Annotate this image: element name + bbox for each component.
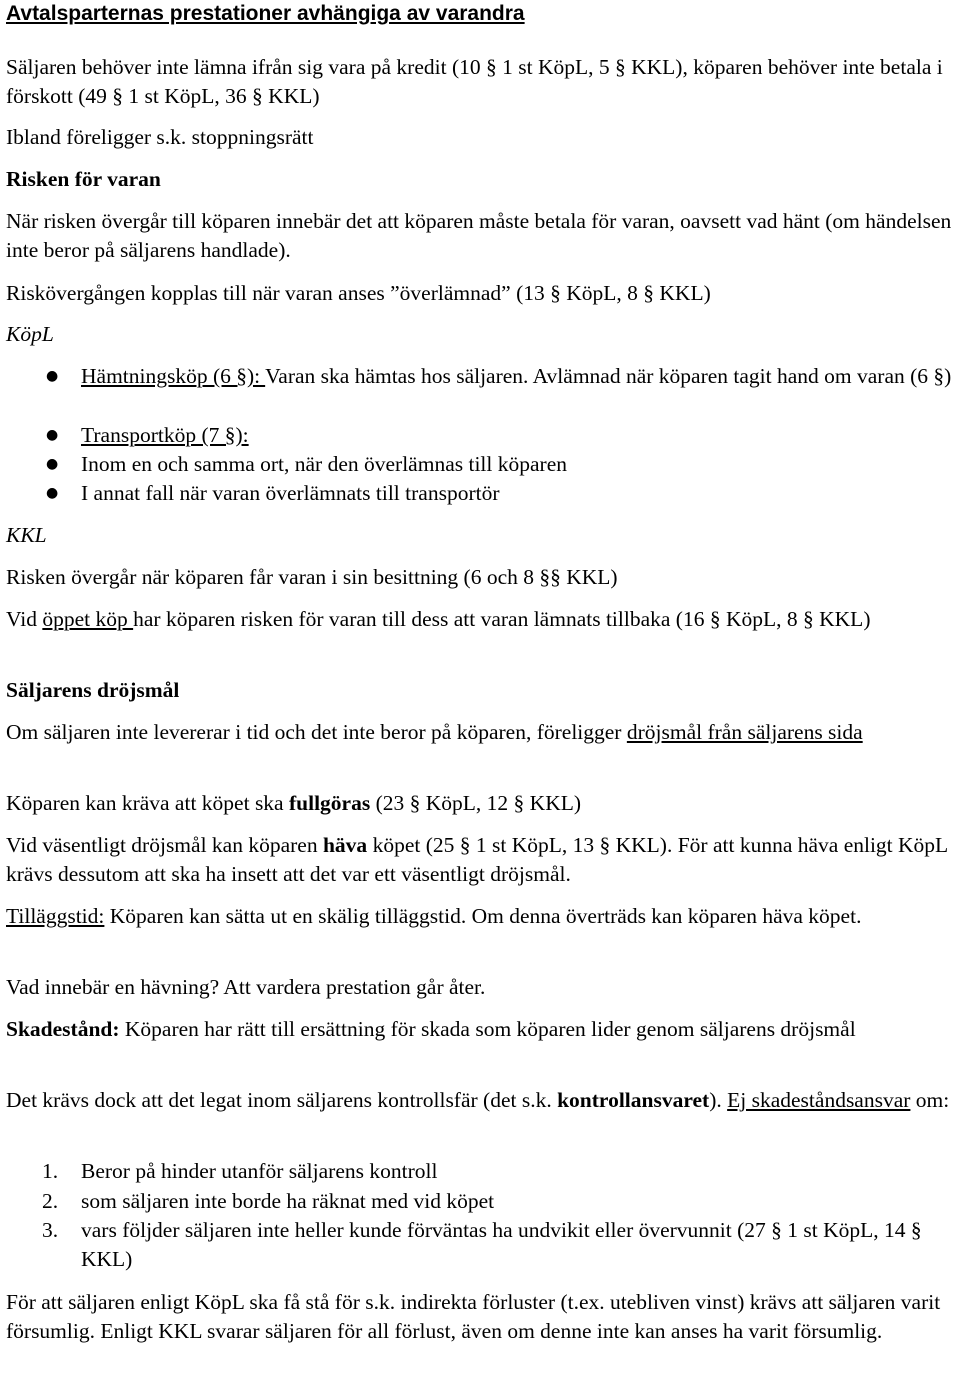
list-text: Beror på hinder utanför säljarens kontroll (81, 1159, 438, 1183)
list-text: vars följder säljaren inte heller kunde förväntas ha undvikit eller övervunnit (27 § 1 st KöpL, 14 § KKL) (81, 1218, 922, 1271)
paragraph-overlamnad: Riskövergången kopplas till när varan anses ”överlämnad” (13 § KöpL, 8 § KKL) (6, 281, 711, 305)
bullet-term: Transportköp (7 §): (81, 423, 249, 447)
list-number: 2. (42, 1189, 59, 1213)
heading-drojsmal: Säljarens dröjsmål (6, 678, 180, 702)
paragraph-risk-transfer: När risken övergår till köparen innebär det att köparen måste betala för varan, oavsett vad hänt (om händelsen inte beror på säljarens handlade). (6, 209, 952, 262)
paragraph-kontrollansvar: Det krävs dock att det legat inom säljarens kontrollsfär (det s.k. kontrollansvaret). Ej skadeståndsansvar om: (6, 1088, 950, 1112)
paragraph-drojsmal: Om säljaren inte levererar i tid och det inte beror på köparen, föreligger dröjsmål från säljarens sida (6, 720, 863, 744)
paragraph-stoppningsratt: Ibland föreligger s.k. stoppningsrätt (6, 125, 314, 149)
paragraph-indirekta-forluster: För att säljaren enligt KöpL ska få stå för s.k. indirekta förluster (t.ex. utebliven vinst) krävs att säljaren varit försumlig. Enligt KKL svarar säljaren för all förlust, även om denne inte kan anses ha varit försumlig. (6, 1290, 941, 1343)
bullet-icon: ● (46, 485, 59, 501)
bullet-icon: ● (46, 368, 59, 384)
page-title: Avtalsparternas prestationer avhängiga av varandra (6, 2, 525, 25)
paragraph-skadestand: Skadestånd: Köparen har rätt till ersättning för skada som köparen lider genom säljarens dröjsmål (6, 1017, 856, 1041)
bullet-term: Hämtningsköp (6 §): (81, 364, 266, 388)
label-kopl: KöpL (6, 322, 54, 346)
list-number: 3. (42, 1218, 59, 1242)
paragraph-fullgoras: Köparen kan kräva att köpet ska fullgöras (23 § KöpL, 12 § KKL) (6, 791, 582, 815)
paragraph-kkl-risk: Risken övergår när köparen får varan i sin besittning (6 och 8 §§ KKL) (6, 565, 618, 589)
bullet-text: Inom en och samma ort, när den överlämnas till köparen (81, 452, 567, 476)
paragraph-tillaggstid: Tilläggstid: Köparen kan sätta ut en skälig tilläggstid. Om denna överträds kan köparen häva köpet. (6, 904, 862, 928)
paragraph-credit: Säljaren behöver inte lämna ifrån sig vara på kredit (10 § 1 st KöpL, 5 § KKL), köparen behöver inte betala i förskott (49 § 1 st KöpL, 36 § KKL) (6, 55, 943, 108)
paragraph-hava: Vid väsentligt dröjsmål kan köparen häva köpet (25 § 1 st KöpL, 13 § KKL). För att kunna häva enligt KöpL krävs dessutom att ska ha insett att det var ett väsentligt dröjsmål. (6, 833, 948, 886)
bullet-text: I annat fall när varan överlämnats till transportör (81, 481, 500, 505)
bullet-text: Varan ska hämtas hos säljaren. Avlämnad när köparen tagit hand om varan (6 §) (265, 364, 952, 388)
heading-risk: Risken för varan (6, 167, 161, 191)
bullet-icon: ● (46, 427, 59, 443)
paragraph-havning: Vad innebär en hävning? Att vardera prestation går åter. (6, 975, 486, 999)
list-text: som säljaren inte borde ha räknat med vid köpet (81, 1189, 495, 1213)
list-number: 1. (42, 1159, 59, 1183)
bullet-icon: ● (46, 456, 59, 472)
label-kkl: KKL (6, 523, 47, 547)
paragraph-oppet-kop: Vid öppet köp har köparen risken för varan till dess att varan lämnats tillbaka (16 § KöpL, 8 § KKL) (6, 607, 871, 631)
